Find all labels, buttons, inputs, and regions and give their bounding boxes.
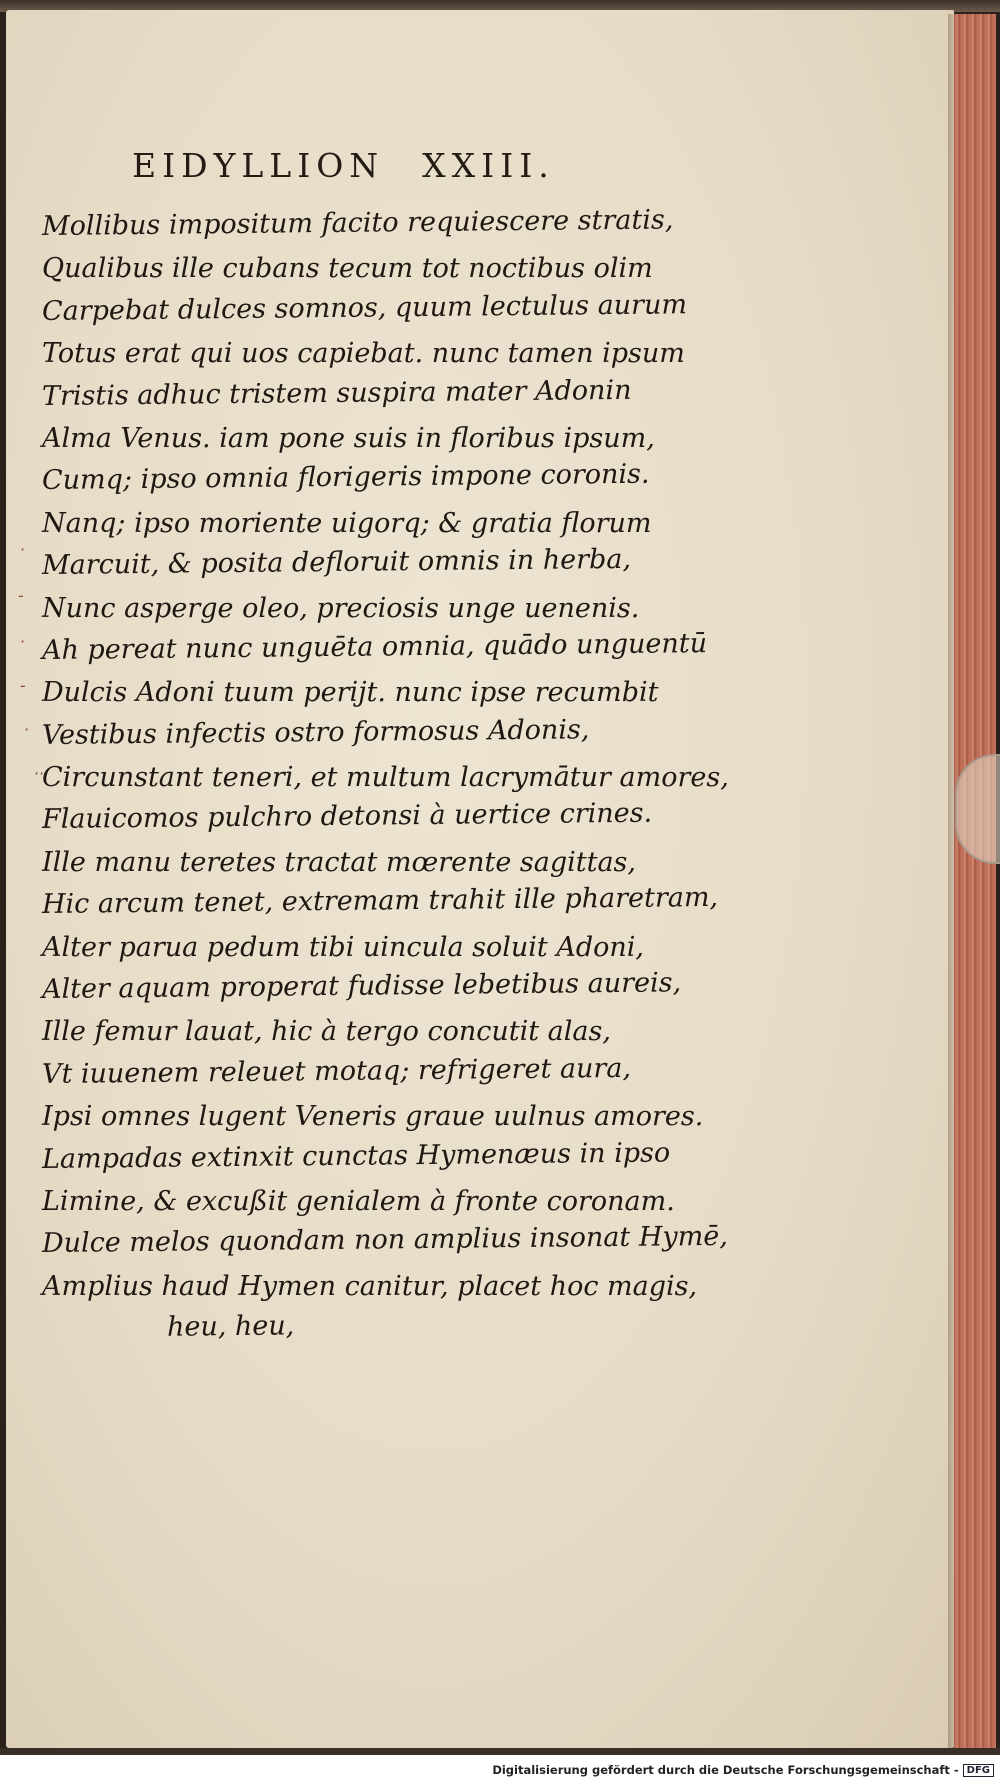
verse-line: Marcuit, & posita defloruit omnis in herba,: [41, 543, 632, 582]
book-bottom-edge: [0, 1748, 1000, 1755]
credit-text: Digitalisierung gefördert durch die Deutsche Forschungsgemeinschaft -: [492, 1763, 959, 1777]
verse-line: Dulce melos quondam non amplius insonat Hymē,: [41, 1221, 728, 1260]
verse-line: Alter aquam properat fudisse lebetibus aureis,: [41, 967, 682, 1006]
verse-line-continuation: heu, heu,: [166, 1310, 295, 1343]
margin-mark: ·: [20, 540, 26, 559]
verse-line: Dulcis Adoni tuum perijt. nunc ipse recumbit: [42, 677, 659, 709]
verse-line: Mollibus impositum facito requiescere stratis,: [41, 204, 674, 242]
running-head-number: XXIII.: [422, 146, 555, 185]
verse-line: Ille femur lauat, hic à tergo concutit alas,: [42, 1016, 611, 1048]
verse-line: Carpebat dulces somnos, quum lectulus aurum: [41, 289, 688, 327]
verse-text-block: [42, 206, 902, 1351]
running-head: [132, 146, 555, 185]
verse-line: Alter parua pedum tibi uincula soluit Adoni,: [42, 931, 645, 963]
verse-line: Ille manu teretes tractat mœrente sagittas,: [42, 846, 636, 878]
verse-line: Nanq; ipso moriente uigorq; & gratia florum: [42, 507, 652, 539]
margin-mark: -: [20, 676, 26, 695]
verse-line: Nunc asperge oleo, preciosis unge uenenis.: [42, 592, 640, 624]
running-head-title: EIDYLLION: [132, 146, 385, 185]
verse-line: Flauicomos pulchro detonsi à uertice crines.: [41, 798, 653, 836]
verse-line: Qualibus ille cubans tecum tot noctibus olim: [42, 253, 653, 285]
margin-mark: ·: [24, 720, 30, 739]
verse-line: Ah pereat nunc unguēta omnia, quādo unguentū: [41, 627, 708, 666]
verse-line: Ipsi omnes lugent Veneris graue uulnus amores.: [42, 1101, 704, 1133]
verse-line: Alma Venus. iam pone suis in floribus ipsum,: [42, 422, 655, 454]
verse-line: Cumq; ipso omnia florigeris impone coronis.: [41, 458, 650, 497]
verse-line: Vt iuuenem releuet motaq; refrigeret aura,: [41, 1052, 632, 1090]
verse-line: Limine, & excußit genialem à fronte coronam.: [42, 1185, 675, 1217]
verse-line: Amplius haud Hymen canitur, placet hoc magis,: [42, 1270, 698, 1302]
digitization-credit: [492, 1763, 994, 1777]
verse-line: Hic arcum tenet, extremam trahit ille pharetram,: [41, 882, 719, 921]
page-fore-edge: [954, 14, 996, 1748]
verse-line: Totus erat qui uos capiebat. nunc tamen ipsum: [42, 338, 685, 370]
thumb-index-tab: [955, 754, 1000, 864]
dfg-logo: DFG: [963, 1764, 994, 1777]
margin-mark: ··: [34, 764, 45, 783]
verse-line: Tristis adhuc tristem suspira mater Adonin: [41, 374, 632, 412]
verse-line: Circunstant teneri, et multum lacrymātur amores,: [42, 762, 729, 794]
margin-mark: ·: [20, 632, 26, 651]
verse-line: Lampadas extinxit cunctas Hymenæus in ipso: [41, 1137, 671, 1175]
margin-mark: -: [18, 586, 24, 605]
page-gutter-shadow: [948, 14, 958, 1748]
verse-line: Vestibus infectis ostro formosus Adonis,: [41, 713, 590, 751]
